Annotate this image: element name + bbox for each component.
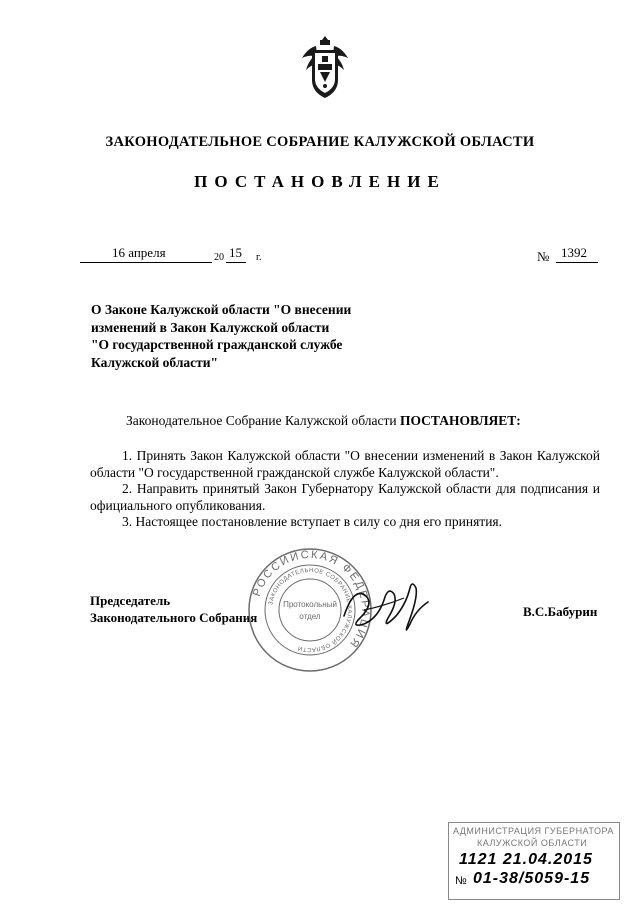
preamble — [126, 413, 521, 429]
seal-inner-text: ЗАКОНОДАТЕЛЬНОЕ СОБРАНИЕ КАЛУЖСКОЙ ОБЛАСТИ — [268, 567, 353, 653]
seal-center-line: отдел — [299, 612, 321, 621]
stamp-number-label: № — [455, 875, 467, 887]
document-number: 1392 — [561, 245, 587, 260]
preamble-text: Законодательное Собрание Калужской области — [126, 413, 397, 428]
stamp-header-line: КАЛУЖСКОЙ ОБЛАСТИ — [477, 838, 588, 848]
stamp-date: 1121 21.04.2015 — [459, 851, 593, 868]
subject-line: О Законе Калужской области "О внесении — [91, 302, 352, 317]
subject-line: Калужской области" — [91, 354, 219, 370]
resolution-item: 1. Принять Закон Калужской области "О внесении изменений в Закон Калужской области "О государственной гражданской службе Калужской области". — [90, 448, 600, 480]
seal-inner-ring — [279, 579, 341, 641]
resolution-item: 2. Направить принятый Закон Губернатору Калужской области для подписания и официального опубликования. — [90, 481, 600, 513]
subject-line: "О государственной гражданской службе — [91, 337, 343, 352]
registration-stamp — [448, 822, 620, 900]
number-label: № — [537, 249, 550, 264]
date-year-prefix: 20 — [214, 252, 224, 263]
resolution-item: 3. Настоящее постановление вступает в силу со дня его принятия. — [122, 514, 503, 529]
subject-line: изменений в Закон Калужской области — [91, 319, 330, 335]
year-underline — [226, 262, 246, 263]
number-underline — [556, 262, 598, 263]
handwritten-signature — [340, 566, 440, 646]
signer-title-line: Председатель — [90, 593, 171, 608]
date-day-month: 16 апреля — [112, 245, 166, 260]
signer-name: В.С.Бабурин — [523, 604, 598, 619]
date-year-suffix: 15 — [229, 245, 242, 260]
signer-title-line: Законодательного Собрания — [90, 610, 258, 625]
date-underline — [80, 262, 212, 263]
seal-outer-text: РОССИЙСКАЯ ФЕДЕРАЦИЯ — [250, 548, 372, 651]
document-subject — [91, 301, 391, 371]
stamp-header-line: АДМИНИСТРАЦИЯ ГУБЕРНАТОРА — [453, 826, 614, 836]
seal-center-line: Протокольный — [283, 600, 337, 609]
document-type-title: ПОСТАНОВЛЕНИЕ — [194, 172, 446, 191]
signer-title — [90, 592, 257, 626]
coat-of-arms-emblem — [298, 34, 352, 102]
date-year-unit: г. — [256, 252, 262, 263]
resolution-body — [90, 448, 600, 531]
stamp-number: 01-38/5059-15 — [473, 870, 591, 887]
preamble-verb: ПОСТАНОВЛЯЕТ: — [400, 413, 521, 428]
organization-name: ЗАКОНОДАТЕЛЬНОЕ СОБРАНИЕ КАЛУЖСКОЙ ОБЛАСТИ — [105, 134, 535, 150]
